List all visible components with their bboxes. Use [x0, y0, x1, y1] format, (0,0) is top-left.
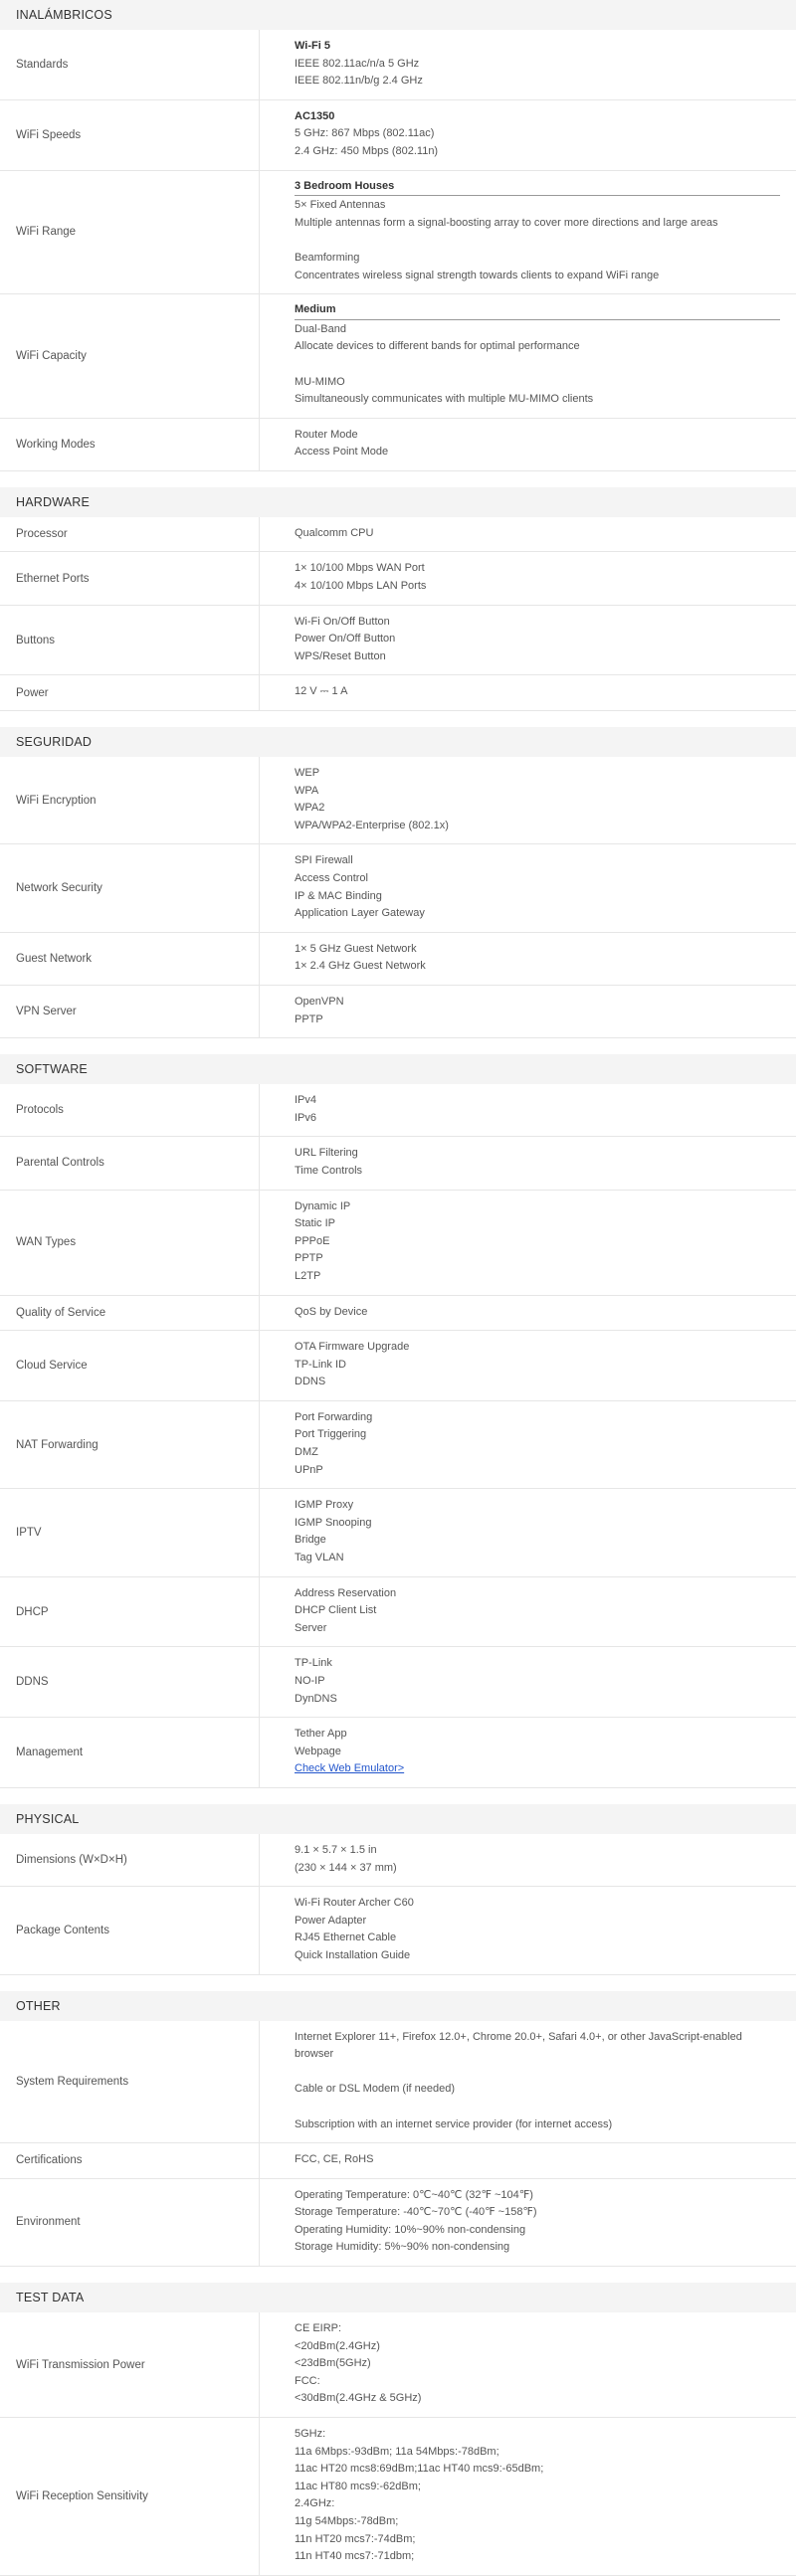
spec-value-line: Wi-Fi Router Archer C60 — [295, 1897, 414, 1910]
spec-value-line: UPnP — [295, 1463, 323, 1476]
spec-value-line: Dual-Band — [295, 322, 346, 335]
spec-row-system-requirements — [0, 2021, 796, 2144]
spec-row-buttons — [0, 606, 796, 676]
spec-value — [260, 30, 796, 99]
section-spacer — [0, 2267, 796, 2283]
spec-value-line: Quick Installation Guide — [295, 1948, 411, 1961]
section-header-hardware: HARDWARE — [0, 487, 796, 517]
spec-row-ddns — [0, 1647, 796, 1718]
spec-value — [260, 986, 796, 1037]
section-spacer — [0, 1788, 796, 1804]
spec-value — [260, 1296, 796, 1331]
spec-value — [260, 1647, 796, 1717]
section-header-physical: PHYSICAL — [0, 1804, 796, 1834]
section-spacer — [0, 471, 796, 487]
spec-label: Processor — [0, 517, 260, 552]
spec-label: Ethernet Ports — [0, 552, 260, 604]
spec-row-iptv — [0, 1489, 796, 1576]
spec-row-protocols — [0, 1084, 796, 1137]
spec-value — [260, 419, 796, 470]
spec-label: Quality of Service — [0, 1296, 260, 1331]
spec-value — [260, 2143, 796, 2178]
spec-value-heading: AC1350 — [295, 109, 335, 122]
spec-value-line: Operating Temperature: 0℃~40℃ (32℉ ~104℉) — [295, 2188, 533, 2201]
spec-value-line: Port Triggering — [295, 1428, 367, 1441]
spec-value-heading: Wi-Fi 5 — [295, 40, 330, 52]
spec-label: Standards — [0, 30, 260, 99]
line-spacer — [295, 232, 780, 250]
spec-row-wan-types — [0, 1191, 796, 1296]
spec-value-line: Subscription with an internet service provider (for internet access) — [295, 2117, 613, 2130]
section-spacer — [0, 711, 796, 727]
spec-value — [260, 1137, 796, 1189]
spec-value-line: 2.4GHz: — [295, 2497, 335, 2510]
spec-value-line: 9.1 × 5.7 × 1.5 in — [295, 1843, 377, 1856]
spec-value-line: 11a 6Mbps:-93dBm; 11a 54Mbps:-78dBm; — [295, 2445, 499, 2458]
spec-value-line: Static IP — [295, 1217, 335, 1230]
web-emulator-link[interactable]: Check Web Emulator> — [295, 1762, 405, 1775]
spec-value — [260, 1489, 796, 1575]
spec-label: Dimensions (W×D×H) — [0, 1834, 260, 1886]
spec-value-line: 5× Fixed Antennas — [295, 199, 386, 212]
spec-label: Parental Controls — [0, 1137, 260, 1189]
spec-row-vpn-server — [0, 986, 796, 1038]
spec-row-power — [0, 675, 796, 711]
spec-label: WiFi Range — [0, 171, 260, 294]
spec-value-line: IGMP Snooping — [295, 1516, 372, 1529]
spec-value-line: Tag VLAN — [295, 1552, 344, 1564]
spec-value-line: IP & MAC Binding — [295, 889, 382, 902]
spec-row-standards — [0, 30, 796, 100]
spec-row-package-contents — [0, 1887, 796, 1974]
spec-row-processor — [0, 517, 796, 553]
spec-value-line: WPA/WPA2-Enterprise (802.1x) — [295, 819, 449, 831]
spec-label: IPTV — [0, 1489, 260, 1575]
spec-value-line: <23dBm(5GHz) — [295, 2357, 371, 2370]
spec-value-line: 12 V ⎓ 1 A — [295, 685, 348, 698]
spec-label: VPN Server — [0, 986, 260, 1037]
spec-value-line: Qualcomm CPU — [295, 526, 374, 539]
spec-value-line: 1× 2.4 GHz Guest Network — [295, 960, 426, 973]
spec-label: Cloud Service — [0, 1331, 260, 1400]
spec-label: Network Security — [0, 844, 260, 931]
spec-row-wifi-capacity — [0, 294, 796, 419]
spec-value — [260, 757, 796, 843]
spec-value-line: Dynamic IP — [295, 1199, 351, 1212]
spec-value-line: IEEE 802.11n/b/g 2.4 GHz — [295, 75, 423, 88]
spec-value-line: DHCP Client List — [295, 1604, 377, 1617]
spec-value-line: 2.4 GHz: 450 Mbps (802.11n) — [295, 144, 439, 157]
spec-value-line: NO-IP — [295, 1675, 325, 1687]
spec-value-heading: Medium — [295, 302, 780, 320]
spec-value-line: 11g 54Mbps:-78dBm; — [295, 2515, 399, 2527]
spec-row-dimensions-w-d-h — [0, 1834, 796, 1887]
spec-label: Management — [0, 1718, 260, 1787]
spec-label: WiFi Encryption — [0, 757, 260, 843]
spec-value-line: DMZ — [295, 1446, 318, 1459]
spec-label: Package Contents — [0, 1887, 260, 1973]
section-header-test-data: TEST DATA — [0, 2283, 796, 2312]
spec-value-line: PPPoE — [295, 1234, 330, 1247]
spec-value — [260, 933, 796, 985]
spec-row-network-security — [0, 844, 796, 932]
spec-label: Buttons — [0, 606, 260, 675]
spec-value-line: 11ac HT20 mcs8:69dBm;11ac HT40 mcs9:-65dBm; — [295, 2463, 544, 2476]
spec-label: WAN Types — [0, 1191, 260, 1295]
spec-value-line: 1× 10/100 Mbps WAN Port — [295, 562, 425, 575]
spec-value — [260, 1401, 796, 1488]
spec-label: Protocols — [0, 1084, 260, 1136]
spec-value-line: Router Mode — [295, 428, 358, 441]
spec-value — [260, 517, 796, 552]
spec-value-line: OpenVPN — [295, 995, 344, 1008]
spec-label: Environment — [0, 2179, 260, 2266]
spec-label: WiFi Transmission Power — [0, 2312, 260, 2417]
spec-row-wifi-encryption — [0, 757, 796, 844]
spec-value-line: WPA — [295, 784, 319, 797]
spec-value-line: QoS by Device — [295, 1305, 368, 1318]
spec-value-line: TP-Link — [295, 1657, 332, 1670]
spec-label: WiFi Reception Sensitivity — [0, 2418, 260, 2575]
spec-value-line: 11ac HT80 mcs9:-62dBm; — [295, 2480, 421, 2492]
spec-value-line: 5GHz: — [295, 2428, 326, 2441]
spec-value-line: Server — [295, 1621, 327, 1634]
spec-value-line: Wi-Fi On/Off Button — [295, 615, 390, 628]
spec-value — [260, 2418, 796, 2575]
spec-value-line: OTA Firmware Upgrade — [295, 1341, 410, 1354]
spec-label: WiFi Speeds — [0, 100, 260, 170]
spec-value-line: Tether App — [295, 1728, 347, 1741]
spec-label: WiFi Capacity — [0, 294, 260, 418]
spec-value-line: Access Control — [295, 872, 368, 884]
spec-value-line: WPA2 — [295, 802, 325, 815]
spec-value-heading: 3 Bedroom Houses — [295, 179, 780, 197]
spec-value-line: SPI Firewall — [295, 854, 353, 867]
spec-row-wifi-speeds — [0, 100, 796, 171]
spec-value — [260, 100, 796, 170]
spec-row-working-modes — [0, 419, 796, 471]
spec-row-cloud-service — [0, 1331, 796, 1401]
spec-row-quality-of-service — [0, 1296, 796, 1332]
spec-row-management — [0, 1718, 796, 1788]
spec-value-line: 1× 5 GHz Guest Network — [295, 942, 417, 955]
line-spacer — [295, 2064, 780, 2082]
spec-value — [260, 171, 796, 294]
spec-value-line: MU-MIMO — [295, 375, 345, 388]
spec-value-line: L2TP — [295, 1269, 321, 1282]
spec-value — [260, 1718, 796, 1787]
spec-value-line: <20dBm(2.4GHz) — [295, 2339, 380, 2352]
spec-value-line: Allocate devices to different bands for optimal performance — [295, 340, 580, 353]
spec-value-line: TP-Link ID — [295, 1358, 346, 1371]
spec-value — [260, 1887, 796, 1973]
spec-value-line: browser — [295, 2048, 334, 2061]
spec-value-line: 4× 10/100 Mbps LAN Ports — [295, 580, 427, 593]
spec-value-line: (230 × 144 × 37 mm) — [295, 1861, 397, 1874]
spec-value — [260, 1191, 796, 1295]
line-spacer — [295, 2099, 780, 2116]
spec-value-line: 11n HT20 mcs7:-74dBm; — [295, 2532, 416, 2545]
spec-value — [260, 844, 796, 931]
spec-row-dhcp — [0, 1577, 796, 1648]
spec-value-line: CE EIRP: — [295, 2322, 342, 2335]
spec-value-line: 5 GHz: 867 Mbps (802.11ac) — [295, 127, 435, 140]
spec-value-line: Time Controls — [295, 1164, 363, 1177]
spec-value-line: URL Filtering — [295, 1147, 358, 1160]
spec-value — [260, 294, 796, 418]
spec-value — [260, 606, 796, 675]
spec-value-line: Port Forwarding — [295, 1410, 373, 1423]
spec-value-line: Internet Explorer 11+, Firefox 12.0+, Chrome 20.0+, Safari 4.0+, or other JavaScript-enabled — [295, 2030, 742, 2043]
spec-value-line: Beamforming — [295, 251, 360, 264]
spec-row-nat-forwarding — [0, 1401, 796, 1489]
spec-value-line: Storage Temperature: -40℃~70℃ (-40℉ ~158℉) — [295, 2206, 537, 2219]
spec-value-line: Access Point Mode — [295, 446, 389, 459]
spec-value-line: RJ45 Ethernet Cable — [295, 1932, 397, 1944]
spec-value-line: IPv4 — [295, 1094, 317, 1107]
spec-row-certifications — [0, 2143, 796, 2179]
spec-value-line: PPTP — [295, 1252, 323, 1265]
spec-label: DDNS — [0, 1647, 260, 1717]
section-spacer — [0, 1975, 796, 1991]
spec-value-line: Bridge — [295, 1534, 326, 1547]
spec-value — [260, 552, 796, 604]
spec-row-wifi-transmission-power — [0, 2312, 796, 2418]
spec-value-line: 11n HT40 mcs7:-71dbm; — [295, 2550, 415, 2563]
spec-value — [260, 2179, 796, 2266]
spec-row-parental-controls — [0, 1137, 796, 1190]
section-spacer — [0, 1038, 796, 1054]
spec-value-line: Webpage — [295, 1745, 341, 1757]
spec-row-wifi-reception-sensitivity — [0, 2418, 796, 2576]
spec-value-line: Application Layer Gateway — [295, 907, 425, 920]
spec-value — [260, 675, 796, 710]
spec-value-line: IPv6 — [295, 1111, 317, 1124]
spec-row-environment — [0, 2179, 796, 2267]
spec-value-line: Address Reservation — [295, 1586, 397, 1599]
spec-label: System Requirements — [0, 2021, 260, 2143]
section-header-software: SOFTWARE — [0, 1054, 796, 1084]
spec-value-line: DDNS — [295, 1376, 326, 1388]
spec-value-line: Cable or DSL Modem (if needed) — [295, 2083, 456, 2096]
spec-value-line: Operating Humidity: 10%~90% non-condensing — [295, 2223, 526, 2236]
spec-label: Certifications — [0, 2143, 260, 2178]
spec-label: DHCP — [0, 1577, 260, 1647]
spec-label: Guest Network — [0, 933, 260, 985]
spec-value-line: FCC, CE, RoHS — [295, 2153, 374, 2166]
spec-value — [260, 1084, 796, 1136]
section-header-seguridad: SEGURIDAD — [0, 727, 796, 757]
spec-value — [260, 2021, 796, 2143]
spec-row-guest-network — [0, 933, 796, 986]
spec-value-line: WPS/Reset Button — [295, 649, 386, 662]
spec-label: NAT Forwarding — [0, 1401, 260, 1488]
spec-value-line: IEEE 802.11ac/n/a 5 GHz — [295, 57, 420, 70]
spec-value-line: Storage Humidity: 5%~90% non-condensing — [295, 2241, 510, 2254]
spec-value-line: <30dBm(2.4GHz & 5GHz) — [295, 2392, 422, 2405]
spec-value-line: FCC: — [295, 2374, 320, 2387]
line-spacer — [295, 356, 780, 374]
spec-label: Power — [0, 675, 260, 710]
spec-value — [260, 1834, 796, 1886]
spec-label: Working Modes — [0, 419, 260, 470]
spec-value-line: PPTP — [295, 1012, 323, 1025]
spec-value-line: WEP — [295, 767, 320, 780]
spec-value-line: Multiple antennas form a signal-boosting array to cover more directions and large areas — [295, 216, 718, 229]
spec-row-ethernet-ports — [0, 552, 796, 605]
spec-value-line: Concentrates wireless signal strength towards clients to expand WiFi range — [295, 269, 660, 281]
spec-value — [260, 1331, 796, 1400]
spec-value — [260, 2312, 796, 2417]
section-header-inal-mbricos: INALÁMBRICOS — [0, 0, 796, 30]
spec-value-line: Simultaneously communicates with multiple MU-MIMO clients — [295, 393, 594, 406]
section-header-other: OTHER — [0, 1991, 796, 2021]
spec-value — [260, 1577, 796, 1647]
spec-value-line: Power Adapter — [295, 1914, 367, 1927]
spec-value-line: IGMP Proxy — [295, 1499, 354, 1512]
spec-value-line: Power On/Off Button — [295, 633, 396, 645]
spec-row-wifi-range — [0, 171, 796, 295]
spec-value-line: DynDNS — [295, 1692, 337, 1705]
